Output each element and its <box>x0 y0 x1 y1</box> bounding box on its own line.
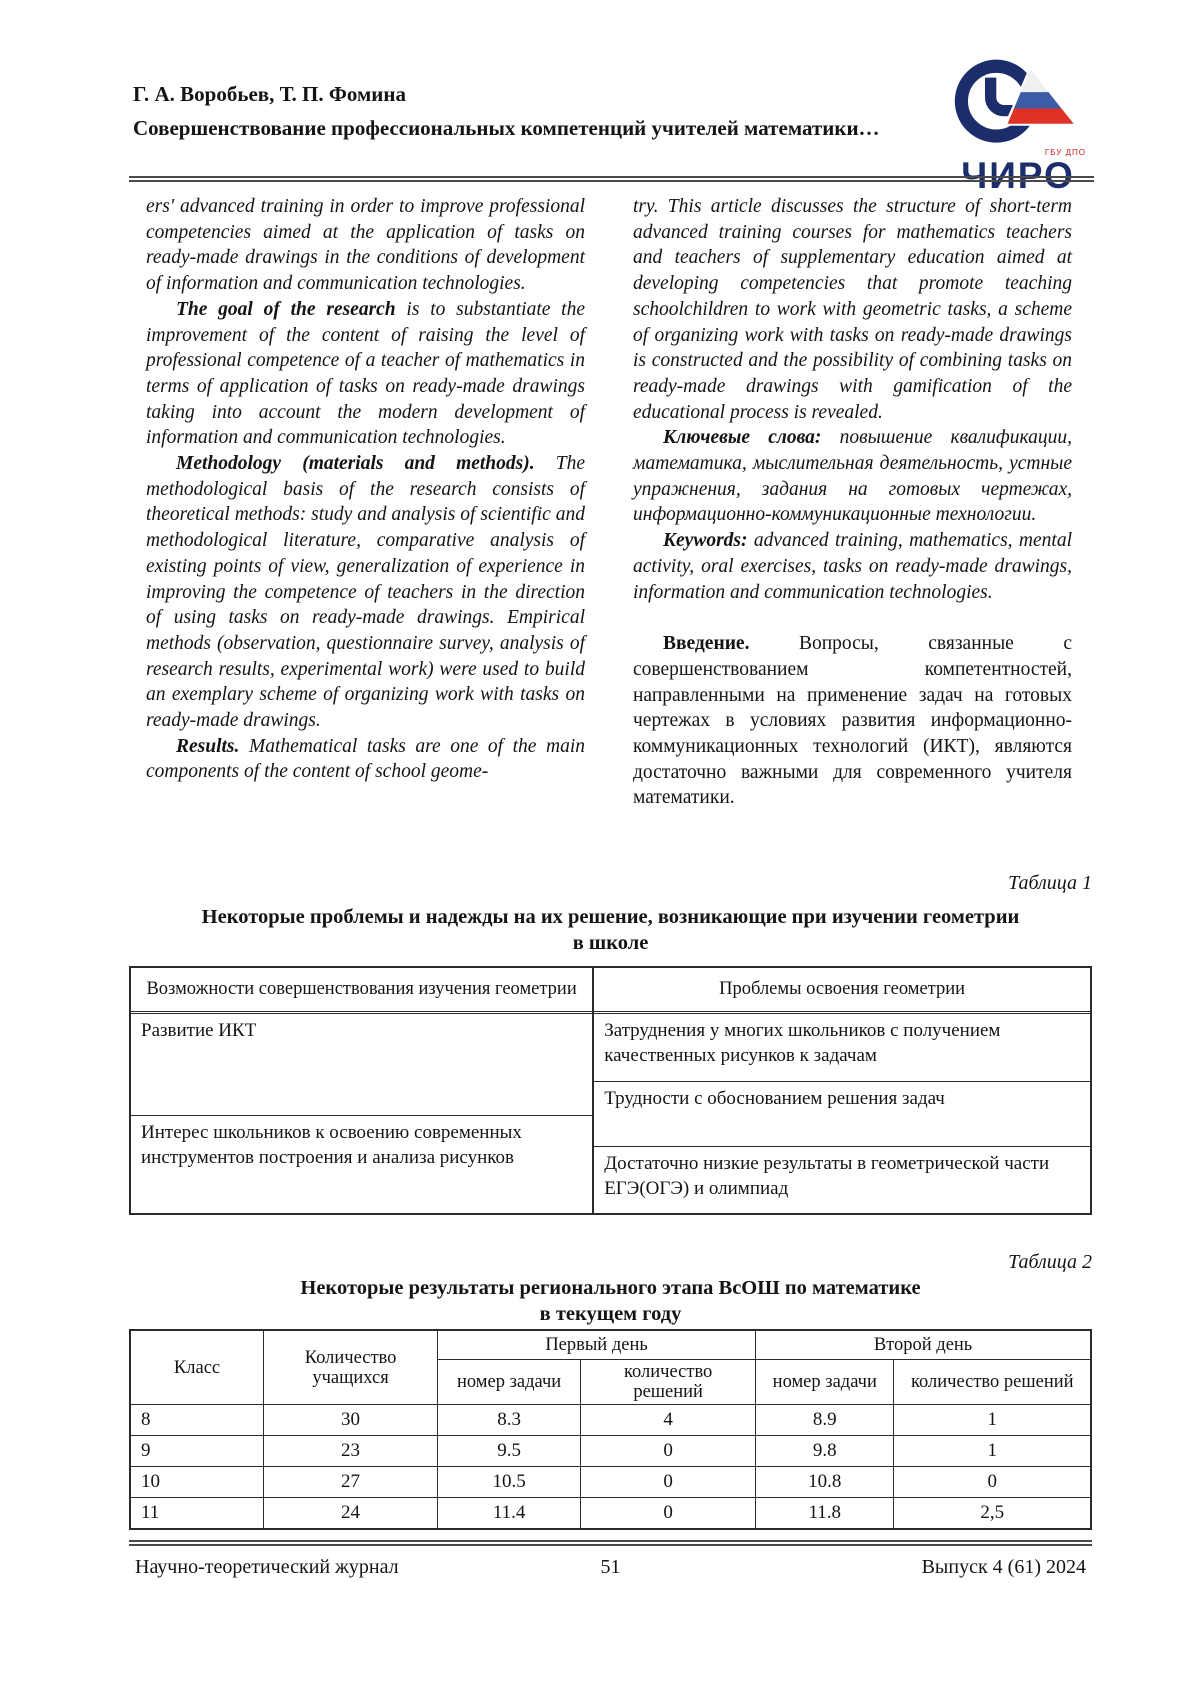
abstract-methodology-paragraph: Methodology (materials and methods). The methodological basis of the research consists of theoretical methods: study and analysis of scientific and methodological literature, comparative analysis of existing points of view, generalization of experience in improving the competence of teachers in the direction of using tasks on ready-made drawings. Empirical methods (observation, questionnaire survey, analysis of research results, experimental work) were used to build an exemplary scheme of organizing work with tasks on ready-made drawings. <box>146 453 586 732</box>
table-cell: 10.5 <box>438 1467 581 1498</box>
table-cell: Затруднения у многих школьников с получением качественных рисунков к задачам <box>594 1014 1090 1082</box>
problems-table <box>129 966 1092 1215</box>
table2-title-line1: Некоторые результаты регионального этапа ВсОШ по математике <box>300 1277 921 1299</box>
chiro-logo-icon <box>947 54 1089 154</box>
logo-subtext: ГБУ ДПО <box>1044 148 1086 157</box>
table-cell: 10 <box>130 1467 264 1498</box>
table-cell: 8.3 <box>438 1405 581 1436</box>
table1-title-line1: Некоторые проблемы и надежды на их решение, возникающие при изучении геометрии <box>201 906 1020 928</box>
results-table <box>129 1329 1092 1530</box>
column-header: Проблемы освоения геометрии <box>594 968 1090 1014</box>
column-header-day2: Второй день <box>756 1330 1091 1360</box>
table-cell: 0 <box>581 1498 756 1530</box>
table-row <box>130 1467 1091 1498</box>
table-cell: Интерес школьников к освоению современных инструментов построения и анализа рисунков <box>141 1122 522 1168</box>
table-cell: 8 <box>130 1405 264 1436</box>
abstract-en-continuation: ers' advanced training in order to improve professional competencies aimed at the application of tasks on ready-made drawings in the conditions of development of information and communication technologies. <box>146 196 585 295</box>
table-cell: 0 <box>581 1436 756 1467</box>
problems-table-left-column <box>131 968 594 1213</box>
table1-title <box>129 904 1092 956</box>
table-cell: 27 <box>264 1467 438 1498</box>
table2-title-line2: в текущем году <box>539 1303 682 1325</box>
table-header-row <box>130 1330 1091 1360</box>
introduction-lead: Введение. <box>663 633 750 655</box>
footer-issue-label: Выпуск 4 (61) 2024 <box>921 1556 1086 1578</box>
keywords-en-paragraph: Keywords: advanced training, mathematics, mental activity, oral exercises, tasks on ready-made drawings, information and communication technologies. <box>633 530 1072 603</box>
tables-section <box>129 872 1092 1530</box>
column-header-task-number: номер задачи <box>756 1360 894 1405</box>
keywords-ru-lead: Ключевые слова: <box>663 427 822 449</box>
table-cell: 0 <box>581 1467 756 1498</box>
table-cell: 8.9 <box>756 1405 894 1436</box>
table-cell: Трудности с обоснованием решения задач <box>594 1082 1090 1147</box>
table-cell: 1 <box>894 1436 1091 1467</box>
authors-line: Г. А. Воробьев, Т. П. Фомина <box>133 82 406 106</box>
column-header-day1: Первый день <box>438 1330 756 1360</box>
methodology-lead: Methodology (materials and methods). <box>176 453 535 475</box>
abstract-results-paragraph: Results. Mathematical tasks are one of the main components of the content of school geome- <box>146 735 585 783</box>
page-header <box>133 82 893 141</box>
article-body <box>146 194 1072 811</box>
table-cell: 11 <box>130 1498 264 1530</box>
abstract-en-tail: try. This article discusses the structure of short-term advanced training courses for mathematics teachers and teachers of supplementary education aimed at developing competencies that promote teaching schoolchildren to work with geometric tasks, a scheme of organizing work with tasks on ready-made drawings is constructed and the possibility of combining tasks on ready-made drawings with gamification of the educational process is revealed. <box>633 196 1072 423</box>
column-header-solutions: количество решений <box>581 1360 756 1405</box>
table-cell: 24 <box>264 1498 438 1530</box>
page-footer <box>129 1540 1092 1579</box>
left-column <box>146 194 585 811</box>
table2-title <box>129 1275 1092 1327</box>
column-header-task-number: номер задачи <box>438 1360 581 1405</box>
table-cell: 2,5 <box>894 1498 1091 1530</box>
keywords-ru-paragraph: Ключевые слова: повышение квалификации, математика, мыслительная деятельность, устные упражнения, задания на готовых чертежах, информационно-коммуникационные технологии. <box>633 427 1073 526</box>
table-cell: 1 <box>894 1405 1091 1436</box>
abstract-goal-paragraph: The goal of the research is to substantiate the improvement of the content of raising the level of professional competence of a teacher of mathematics in terms of application of tasks on ready-made drawings taking into account the modern development of information and communication technologies. <box>146 298 585 449</box>
results-lead: Results. <box>176 735 240 757</box>
footer-page-number: 51 <box>600 1556 621 1578</box>
table1-caption: Таблица 1 <box>1008 872 1092 894</box>
footer-journal-label: Научно-теоретический журнал <box>135 1556 399 1578</box>
table-cell: 9.5 <box>438 1436 581 1467</box>
table-cell: Достаточно низкие результаты в геометрической части ЕГЭ(ОГЭ) и олимпиад <box>604 1153 1050 1199</box>
table-cell: 10.8 <box>756 1467 894 1498</box>
footer-text <box>129 1556 1092 1579</box>
table-cell: 4 <box>581 1405 756 1436</box>
table-cell: 11.4 <box>438 1498 581 1530</box>
right-column <box>633 194 1072 811</box>
running-title: Совершенствование профессиональных компетенций учителей математики… <box>133 116 880 140</box>
table-cell: 30 <box>264 1405 438 1436</box>
introduction-paragraph: Введение. Вопросы, связанные с совершенствованием компетентностей, направленными на применение задач на готовых чертежах в условиях развития информационно-коммуникационных технологий (ИКТ), являются достаточно важными для современного учителя математики. <box>633 633 1072 809</box>
goal-lead: The goal of the research <box>176 298 396 320</box>
logo-acronym: ЧИРО <box>961 155 1075 196</box>
flag-stripe-blue <box>1014 92 1062 108</box>
problems-table-right-column <box>594 968 1090 1213</box>
keywords-en-lead: Keywords: <box>663 530 748 552</box>
table-row <box>130 1405 1091 1436</box>
table-row <box>130 1498 1091 1530</box>
table-cell: Развитие ИКТ <box>131 1014 592 1116</box>
table-row <box>130 1436 1091 1467</box>
footer-divider <box>129 1540 1092 1546</box>
table-cell: 9 <box>130 1436 264 1467</box>
column-header-solutions: количество решений <box>894 1360 1091 1405</box>
chiro-logo <box>940 54 1096 194</box>
table-cell: 11.8 <box>756 1498 894 1530</box>
header-divider <box>129 176 1094 182</box>
column-header-students: Количество учащихся <box>264 1330 438 1405</box>
column-header: Возможности совершенствования изучения геометрии <box>131 968 592 1014</box>
table-cell: 9.8 <box>756 1436 894 1467</box>
table-cell: 0 <box>894 1467 1091 1498</box>
table-cell: 23 <box>264 1436 438 1467</box>
table2-caption: Таблица 2 <box>1008 1251 1092 1273</box>
table1-title-line2: в школе <box>572 932 649 954</box>
column-header-class: Класс <box>130 1330 264 1405</box>
